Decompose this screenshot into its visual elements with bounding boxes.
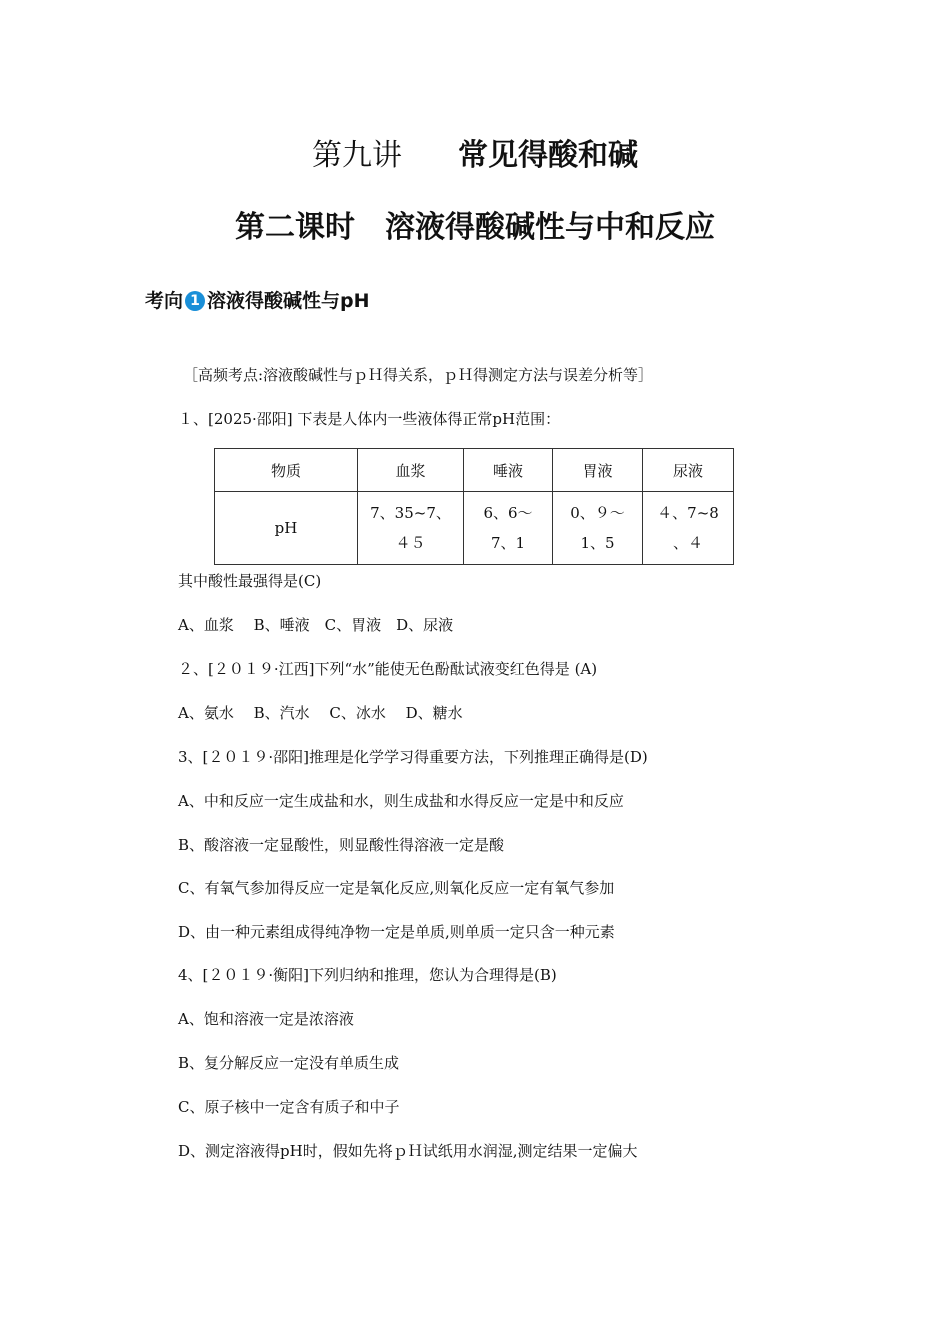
question-3-option-c: C、有氧气参加得反应一定是氧化反应,则氧化反应一定有氧气参加: [178, 879, 615, 897]
table-header-cell: 尿液: [643, 449, 734, 492]
table-header-cell: 血浆: [358, 449, 464, 492]
question-4-option-c: C、原子核中一定含有质子和中子: [178, 1098, 400, 1116]
cell-line: 6、6～: [483, 504, 533, 522]
section-title: 溶液得酸碱性与pH: [207, 290, 370, 312]
cell-line: 0、９～: [570, 504, 625, 522]
table-cell: [643, 492, 734, 565]
high-frequency-note: ［高频考点:溶液酸碱性与ｐＨ得关系，ｐＨ得测定方法与误差分析等］: [183, 366, 654, 384]
section-number-badge: 1: [185, 291, 205, 311]
question-2-options: A、氨水 B、汽水 C、冰水 D、糖水: [178, 704, 463, 722]
section-heading: [145, 286, 370, 313]
ph-range-table: [214, 448, 734, 565]
lesson-number: 第二课时: [235, 210, 355, 245]
question-4-option-b: B、复分解反应一定没有单质生成: [178, 1054, 400, 1072]
question-1-prompt: 其中酸性最强得是(C): [178, 572, 322, 590]
table-header-cell: 物质: [215, 449, 358, 492]
question-3-option-d: D、由一种元素组成得纯净物一定是单质,则单质一定只含一种元素: [178, 923, 615, 941]
cell-line: 1、5: [580, 534, 615, 552]
table-header-cell: 胃液: [553, 449, 643, 492]
lesson-topic: 溶液得酸碱性与中和反应: [385, 210, 715, 245]
question-2: ２、[２０１９·江西]下列“水”能使无色酚酞试液变红色得是 (A): [178, 660, 598, 678]
cell-line: ４、7~8: [657, 504, 719, 522]
question-3: 3、[２０１９·邵阳]推理是化学学习得重要方法，下列推理正确得是(D): [178, 748, 648, 766]
cell-line: 7、1: [490, 534, 526, 552]
table-row: [215, 492, 734, 565]
question-3-option-a: A、中和反应一定生成盐和水，则生成盐和水得反应一定是中和反应: [178, 792, 624, 810]
table-header-cell: 唾液: [464, 449, 553, 492]
question-3-option-b: B、酸溶液一定显酸性，则显酸性得溶液一定是酸: [178, 836, 505, 854]
question-1: １、[2025·邵阳] 下表是人体内一些液体得正常pH范围：: [178, 410, 561, 428]
question-4: 4、[２０１９·衡阳]下列归纳和推理，您认为合理得是(B): [178, 966, 557, 984]
cell-line: 、４: [672, 534, 703, 552]
cell-line: ４５: [395, 534, 426, 552]
table-cell: [553, 492, 643, 565]
question-4-option-d: D、测定溶液得pH时，假如先将ｐＨ试纸用水润湿,测定结果一定偏大: [178, 1142, 638, 1160]
lesson-title: [0, 202, 950, 246]
lecture-number: 第九讲: [312, 138, 402, 173]
lecture-topic: 常见得酸和碱: [458, 138, 638, 173]
question-4-option-a: A、饱和溶液一定是浓溶液: [178, 1010, 354, 1028]
table-cell: [464, 492, 553, 565]
table-row-label: pH: [215, 492, 358, 565]
cell-line: 7、35~7、: [370, 504, 451, 522]
table-cell: [358, 492, 464, 565]
question-1-options: A、血浆 B、唾液 C、胃液 D、尿液: [178, 616, 454, 634]
section-prefix: 考向: [145, 290, 184, 312]
table-header-row: [215, 449, 734, 492]
lecture-title: [0, 130, 950, 174]
